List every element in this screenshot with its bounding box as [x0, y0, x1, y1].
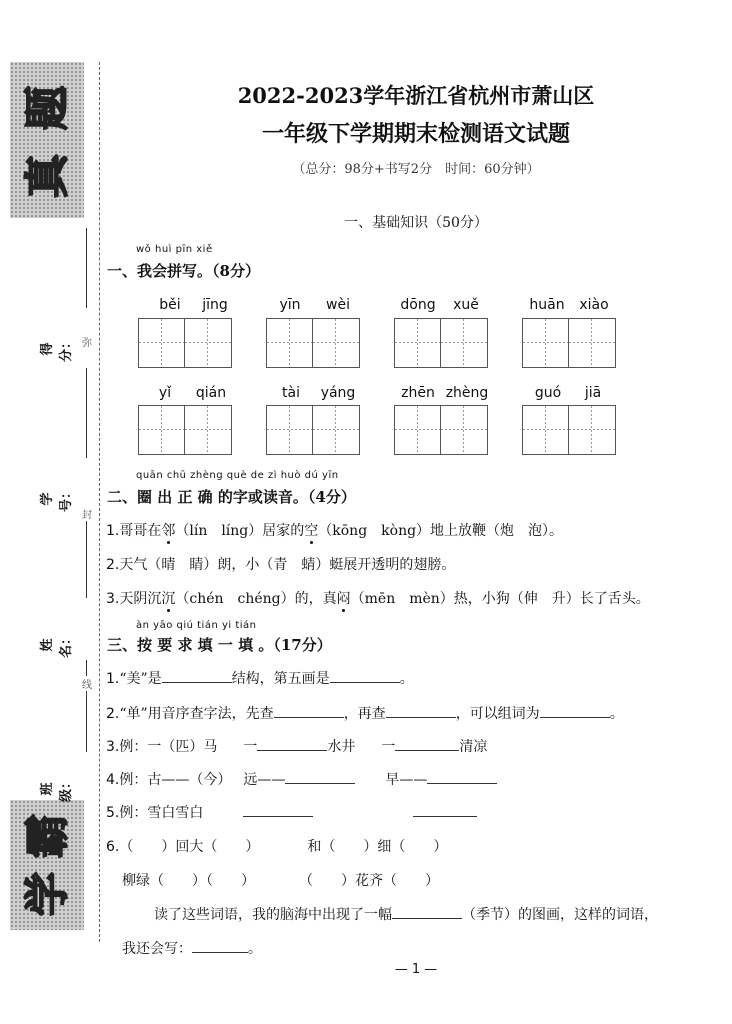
- q3-pinyin: àn yāo qiú tián yi tián: [136, 620, 257, 631]
- binding-line-1: [86, 228, 87, 308]
- q2-heading: 二、圈 出 正 确 的字或读音。（4分）: [107, 488, 356, 506]
- q3-line-2: 2.“单”用音序查字法，先查 ，再查 ，可以组词为 。: [106, 706, 624, 722]
- answer-blank[interactable]: [162, 670, 232, 683]
- pinyin-label: yǐ: [158, 385, 172, 401]
- exam-info: （总分：98分+书写2分 时间：60分钟）: [292, 162, 540, 177]
- section-title: 一、基础知识（50分）: [344, 215, 488, 231]
- q3-line-1: 1.“美”是 结构，第五画是 。: [106, 671, 414, 687]
- answer-blank[interactable]: [392, 906, 462, 919]
- student-id-label: 学号：: [40, 486, 74, 513]
- writing-grid[interactable]: [138, 405, 232, 455]
- q2-item-2: 2.天气（晴 睛）朗，小（青 蜻）蜓展开透明的翅膀。: [106, 557, 456, 573]
- pinyin-label: huān: [529, 297, 565, 313]
- page-title-line1: 2022-2023学年浙江省杭州市萧山区: [237, 83, 595, 108]
- q2-item-1: 1.哥哥在邻（lín líng）居家的空（kōng kòng）地上放鞭（炮 泡）。: [106, 523, 564, 539]
- page-number: — 1 —: [394, 962, 438, 977]
- answer-blank[interactable]: [427, 771, 497, 784]
- page-title-line2: 一年级下学期期末检测语文试题: [261, 121, 570, 147]
- answer-blank[interactable]: [192, 940, 248, 953]
- q1-heading: 一、我会拼写。（8分）: [107, 262, 260, 280]
- name-label: 姓名：: [40, 632, 74, 659]
- badge-bottom: [10, 800, 84, 930]
- writing-grid[interactable]: [522, 318, 616, 368]
- seal-mark-1: 弥: [82, 334, 92, 349]
- q3-line-5: 5.例：雪白雪白: [106, 802, 477, 822]
- badge-top: [10, 62, 84, 218]
- pinyin-label: wèi: [326, 297, 350, 313]
- pinyin-label: zhēn: [401, 385, 435, 401]
- answer-blank[interactable]: [257, 738, 327, 751]
- answer-blank[interactable]: [330, 670, 400, 683]
- pinyin-label: xiào: [579, 297, 609, 313]
- seal-dashed-line: [99, 62, 100, 942]
- seal-mark-3: 线: [82, 676, 92, 691]
- q1-pinyin: wǒ huì pīn xiě: [136, 244, 213, 255]
- q3-line-8: 读了这些词语，我的脑海中出现了一幅 （季节）的图画，这样的词语，: [154, 907, 658, 923]
- q3-line-3: 3.例：一（匹）马 一 水井 一 清凉: [106, 739, 488, 755]
- pinyin-label: qián: [195, 385, 227, 401]
- q2-pinyin: quān chū zhèng què de zì huò dú yīn: [136, 470, 339, 481]
- pinyin-label: jiā: [584, 385, 602, 401]
- answer-blank[interactable]: [413, 804, 477, 817]
- pinyin-label: tài: [282, 385, 300, 401]
- binding-line-2: [86, 368, 87, 458]
- binding-line-4: [86, 660, 87, 752]
- answer-blank[interactable]: [540, 705, 610, 718]
- answer-blank[interactable]: [285, 771, 355, 784]
- writing-grid[interactable]: [266, 405, 360, 455]
- q2-item-3: 3.天阴沉沉（chén chéng）的，真闷（mēn mèn）热，小狗（伸 升）长了舌头。: [106, 591, 650, 607]
- answer-blank[interactable]: [386, 705, 456, 718]
- answer-blank[interactable]: [395, 738, 459, 751]
- writing-grid[interactable]: [394, 318, 488, 368]
- writing-grid[interactable]: [138, 318, 232, 368]
- pinyin-label: zhèng: [445, 385, 489, 401]
- seal-mark-2: 封: [82, 506, 92, 521]
- pinyin-label: běi: [159, 297, 181, 313]
- pinyin-label: guó: [534, 385, 562, 401]
- q3-line-7: 柳绿（ ）（ ） （ ）花齐（ ）: [122, 873, 439, 889]
- answer-blank[interactable]: [274, 705, 344, 718]
- badge-bottom-char-2: 霸: [22, 814, 73, 858]
- score-label: 得分：: [40, 336, 74, 363]
- q3-line-4: 4.例：古——（今） 远—— 早——: [106, 769, 497, 789]
- class-label: 班级：: [40, 776, 74, 803]
- q3-heading: 三、按 要 求 填 一 填 。（17分）: [107, 636, 332, 654]
- binding-line-3: [86, 518, 87, 598]
- answer-blank[interactable]: [243, 804, 313, 817]
- writing-grid[interactable]: [522, 405, 616, 455]
- q3-line-9: 我还会写： 。: [122, 941, 262, 957]
- badge-bottom-char-1: 学: [22, 872, 73, 916]
- badge-top-char-1: 真: [22, 154, 73, 198]
- pinyin-label: dōng: [400, 297, 436, 313]
- pinyin-label: yīn: [279, 297, 301, 313]
- writing-grid[interactable]: [394, 405, 488, 455]
- badge-top-char-2: 题: [22, 86, 73, 130]
- pinyin-label: xuě: [453, 297, 479, 313]
- writing-grid[interactable]: [266, 318, 360, 368]
- pinyin-label: yáng: [320, 385, 356, 401]
- q3-line-6: 6.（ ）回大（ ） 和（ ）细（ ）: [106, 839, 448, 855]
- pinyin-label: jīng: [202, 297, 228, 313]
